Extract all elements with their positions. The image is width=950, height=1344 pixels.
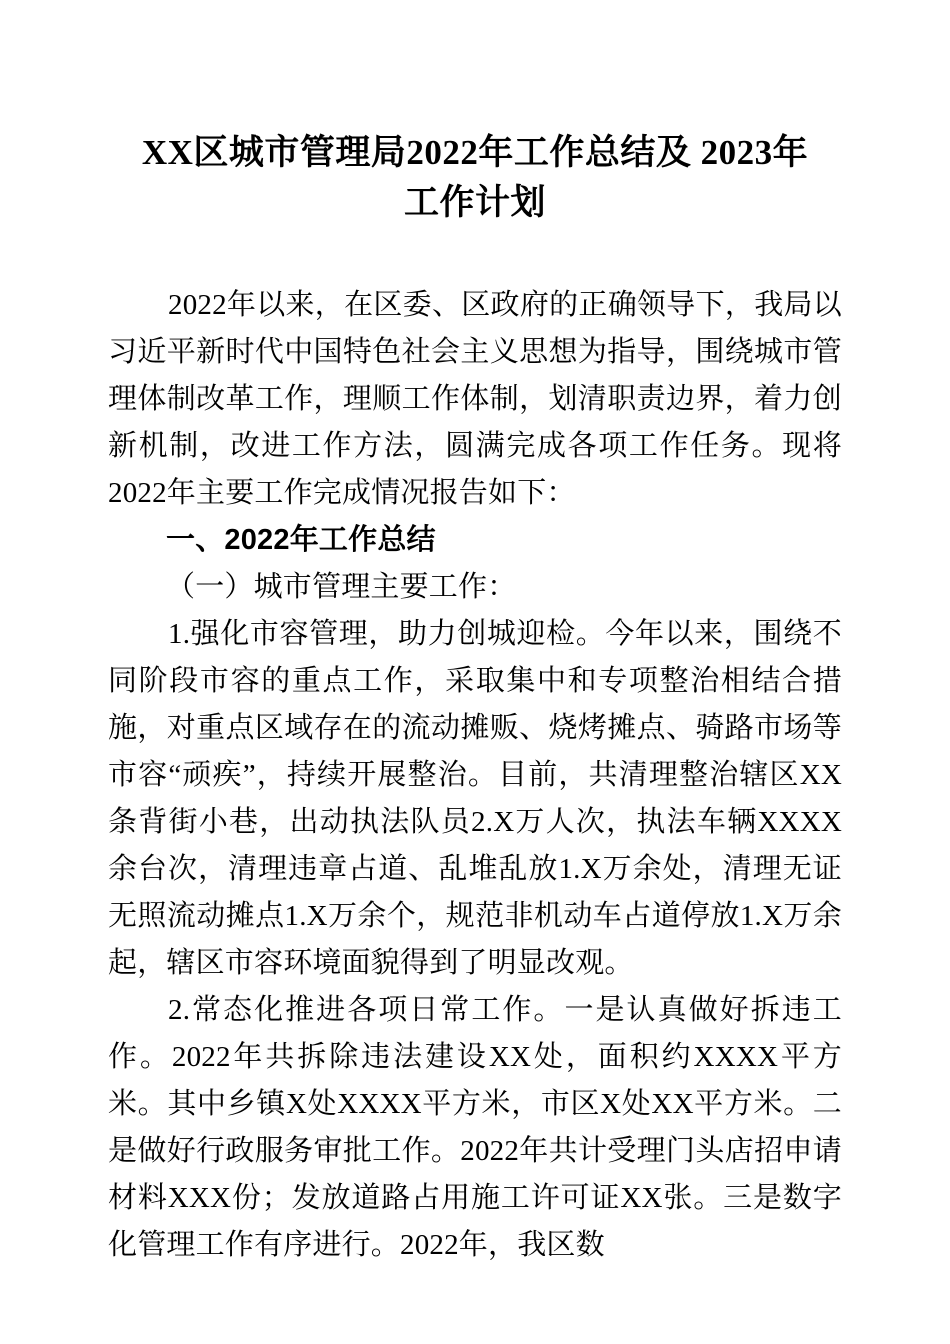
document-title-line-2: 工作计划 [403,183,546,222]
item-1-paragraph: 1.强化市容管理，助力创城迎检。今年以来，围绕不同阶段市容的重点工作，采取集中和专项整治相结合措施，对重点区域存在的流动摊贩、烧烤摊点、骑路市场等市容“顽疾”，持续开展整治。目前，共清理整治辖区XX条背街小巷，出动执法队员2.X万人次，执法车辆XXXX余台次，清理违章占道、乱堆乱放1.X万余处，清理无证无照流动摊点1.X万余个，规范非机动车占道停放1.X万余起，辖区市容环境面貌得到了明显改观。 [108,618,842,979]
document-content [108,128,842,1269]
title-body-spacer [108,228,842,282]
subsection-heading-1: （一）城市管理主要工作： [166,571,517,603]
section-heading-1: 一、2022年工作总结 [166,524,436,556]
document-title-line-1: XX区城市管理局2022年工作总结及 2023年 [141,133,809,172]
item-2-paragraph: 2.常态化推进各项日常工作。一是认真做好拆违工作。2022年共拆除违法建设XX处，面积约XXXX平方米。其中乡镇X处XXXX平方米，市区X处XX平方米。二是做好行政服务审批工作。2022年共计受理门头店招申请材料XXX份；发放道路占用施工许可证XX张。三是数字化管理工作有序进行。2022年，我区数 [108,994,842,1261]
intro-paragraph: 2022年以来，在区委、区政府的正确领导下，我局以习近平新时代中国特色社会主义思想为指导，围绕城市管理体制改革工作，理顺工作体制，划清职责边界，着力创新机制，改进工作方法，圆满完成各项工作任务。现将2022年主要工作完成情况报告如下： [108,289,842,509]
document-title [108,128,842,228]
